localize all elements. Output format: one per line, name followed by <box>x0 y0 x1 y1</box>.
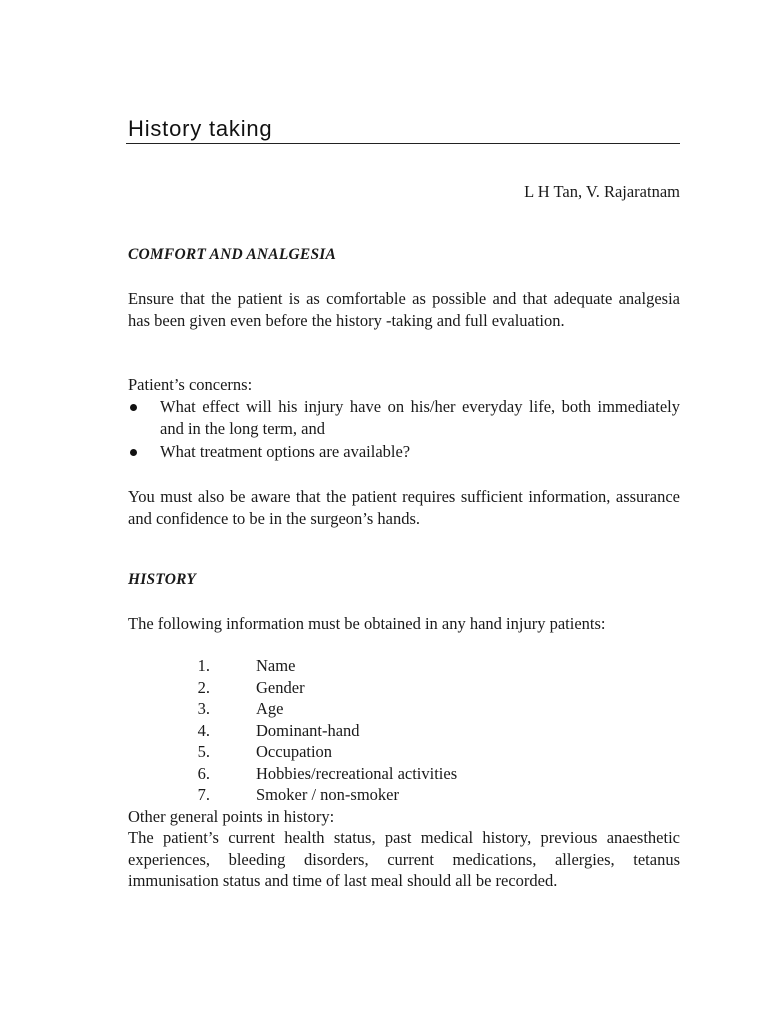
page-title: History taking <box>128 116 273 141</box>
bullet-icon <box>130 449 137 456</box>
authors-line: L H Tan, V. Rajaratnam <box>524 182 680 201</box>
item-number: 5. <box>197 742 210 761</box>
bullet-text: What effect will his injury have on his/her everyday life, both immediately and in the long term, and <box>160 397 680 438</box>
item-number: 6. <box>197 763 210 783</box>
item-text: Hobbies/recreational activities <box>256 763 458 783</box>
item-number: 7. <box>197 785 210 804</box>
bullet-icon <box>130 404 137 411</box>
heading-comfort: COMFORT AND ANALGESIA <box>128 246 337 263</box>
item-number: 1. <box>197 656 210 675</box>
item-text: Occupation <box>256 742 333 761</box>
concerns-list <box>128 396 680 465</box>
other-points-paragraph: The patient’s current health status, past medical history, previous anaesthetic experiences, bleeding disorders, current medications, allergies, tetanus immunisation status and time of last meal should all be recorded. <box>128 828 680 890</box>
title-underline <box>126 143 680 144</box>
heading-history: HISTORY <box>128 571 197 588</box>
item-text: Smoker / non-smoker <box>256 785 399 804</box>
comfort-paragraph: Ensure that the patient is as comfortable as possible and that adequate analgesia has been given even before the history -taking and full evaluation. <box>128 289 680 330</box>
other-points-label: Other general points in history: <box>128 807 335 826</box>
awareness-paragraph: You must also be aware that the patient requires sufficient information, assurance and confidence to be in the surgeon’s hands. <box>128 487 680 528</box>
item-number: 3. <box>197 699 210 718</box>
item-number: 2. <box>197 677 210 697</box>
item-text: Name <box>256 656 296 675</box>
item-text: Gender <box>256 677 305 697</box>
list-item <box>128 441 680 463</box>
history-intro: The following information must be obtained in any hand injury patients: <box>128 614 606 633</box>
item-text: Age <box>256 699 284 718</box>
item-number: 4. <box>197 720 210 740</box>
item-text: Dominant-hand <box>256 720 360 740</box>
concerns-label: Patient’s concerns: <box>128 375 253 394</box>
bullet-text: What treatment options are available? <box>160 442 411 461</box>
list-item <box>128 396 680 439</box>
